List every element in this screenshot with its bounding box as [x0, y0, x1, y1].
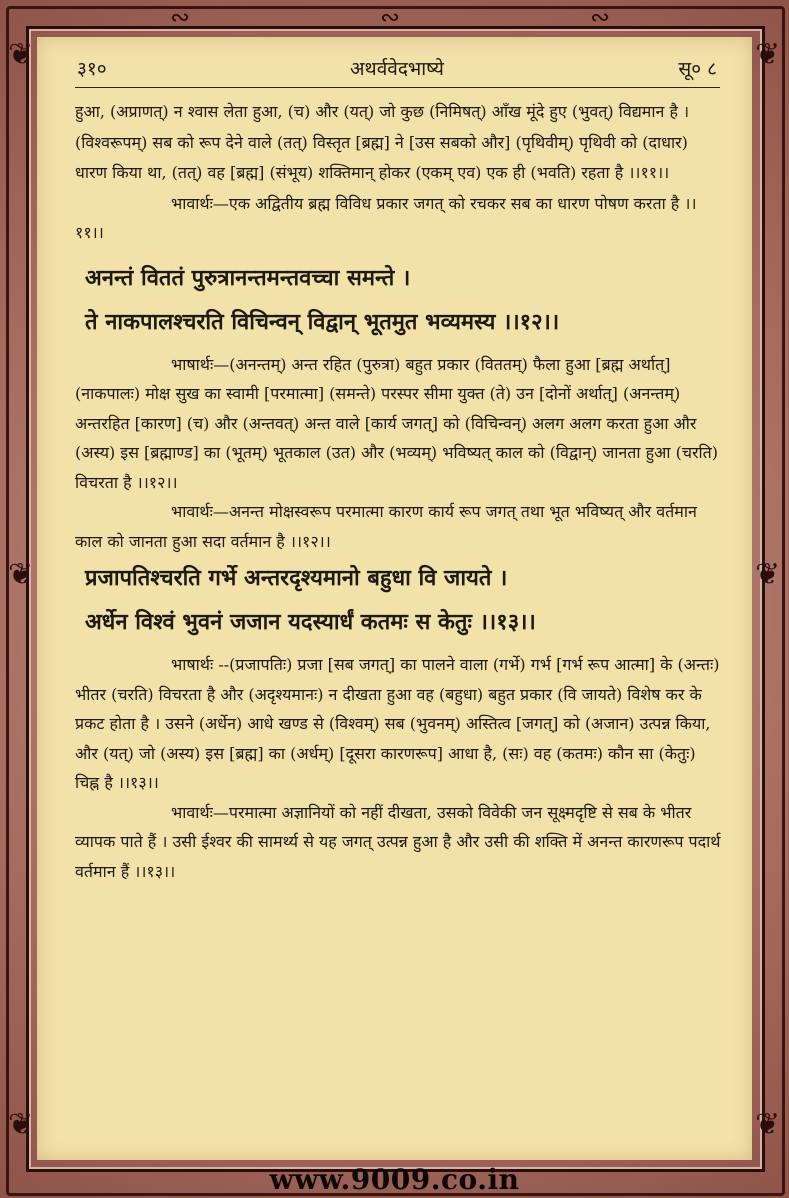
website-footer: www.9009.co.in — [269, 1163, 520, 1196]
paragraph: भावार्थः—अनन्त मोक्षस्वरूप परमात्मा कारण कार्य रूप जगत् तथा भूत भविष्यत् और वर्तमान काल को जानता हुआ सदा वर्तमान है ।।१२।। — [75, 502, 697, 551]
ornament-scroll-icon: ∾ — [590, 3, 611, 31]
paragraph: भाषार्थः—(अनन्तम्) अन्त रहित (पुरुत्रा) बहुत प्रकार (विततम्) फैला हुआ [ब्रह्म अर्थात्] (नाकपालः) मोक्ष सुख का स्वामी [परमात्मा] (समन्ते) परस्पर सीमा युक्त (ते) उन [दोनों अर्थात्] (अनन्तम्) अन्तरहित [कारण] (च) और (अन्तवत्) अन्त वाले [कार्य जगत्] को (विचिन्वन्) अलग अलग करता हुआ और (अस्य) इस [ब्रह्माण्ड] का (भूतम्) भूतकाल (उत) और (भव्यम्) भविष्यत् काल को (विद्वान्) जानता हुआ (चरति) विचरता है ।।१२।। — [75, 354, 719, 492]
ornament-curl-icon: ❦ — [8, 1107, 34, 1142]
ornament-curl-icon: ❦ — [755, 37, 781, 72]
ornament-scroll-icon: ∾ — [380, 3, 401, 31]
verse-line: ते नाकपालश्चरति विचिन्वन् विद्वान् भूतमुत भव्यमस्य ।।१२।। — [85, 308, 560, 335]
ornament-curl-icon: ❦ — [755, 1107, 781, 1142]
page-number: ३१० — [77, 58, 107, 80]
ornament-scroll-icon: ∾ — [170, 3, 191, 31]
paragraph: हुआ, (अप्राणत्) न श्वास लेता हुआ, (च) और (यत्) जो कुछ (निमिषत्) आँख मूंदे हुए (भुवत्) विद्यमान है । (विश्वरूपम्) सब को रूप देने वाले (तत्) विस्तृत [ब्रह्म] ने [उस सबको और] (पृथिवीम्) पृथिवी को (दाधार) धारण किया था, (तत्) वह [ब्रह्म] (संभूय) शक्तिमान् होकर (एकम् एव) एक ही (भवति) रहता है ।।११।। — [75, 102, 690, 182]
verse-line: प्रजापतिश्चरति गर्भे अन्तरदृश्यमानो बहुधा वि जायते । — [85, 565, 508, 591]
book-page — [37, 37, 752, 1160]
page-content — [75, 97, 723, 886]
verse-line: अनन्तं विततं पुरुत्रानन्तमन्तवच्चा समन्ते । — [85, 264, 411, 291]
page-header — [77, 55, 717, 89]
ornament-curl-icon: ❦ — [8, 37, 34, 72]
paragraph: भावार्थः—परमात्मा अज्ञानियों को नहीं दीखता, उसको विवेकी जन सूक्ष्मदृष्टि से सब के भीतर व्यापक पाते हैं । उसी ईश्वर की सामर्थ्य से यह जगत् उत्पन्न हुआ है और उसी की शक्ति में अनन्त कारणरूप पदार्थ वर्तमान हैं ।।१३।। — [75, 802, 721, 881]
paragraph: भाषार्थः --(प्रजापतिः) प्रजा [सब जगत्] का पालने वाला (गर्भे) गर्भ [गर्भ रूप आत्मा] के (अन्तः) भीतर (चरति) विचरता है और (अदृश्यमानः) न दीखता हुआ वह (बहुधा) बहुत प्रकार (वि जायते) विशेष कर के प्रकट होता है । उसने (अर्धेन) आधे खण्ड से (विश्वम्) सब (भुवनम्) अस्तित्व [जगत्] को (अजान) उत्पन्न किया, और (यत्) जो (अस्य) इस [ब्रह्म] का (अर्धम्) [दूसरा कारणरूप] आधा है, (सः) वह (कतमः) कौन सा (केतुः) चिह्न है ।।१३।। — [75, 655, 720, 792]
book-title: अथर्ववेदभाष्ये — [350, 58, 444, 80]
ornament-curl-icon: ❦ — [755, 557, 781, 592]
ornament-curl-icon: ❦ — [8, 557, 34, 592]
paragraph: भावार्थः—एक अद्वितीय ब्रह्म विविध प्रकार जगत् को रचकर सब का धारण पोषण करता है ।।११।। — [75, 193, 697, 242]
verse-line: अर्धेन विश्वं भुवनं जजान यदस्यार्धं कतमः स केतुः ।।१३।। — [85, 609, 536, 635]
header-divider — [75, 87, 720, 88]
section-label: सू० ८ — [678, 58, 717, 80]
